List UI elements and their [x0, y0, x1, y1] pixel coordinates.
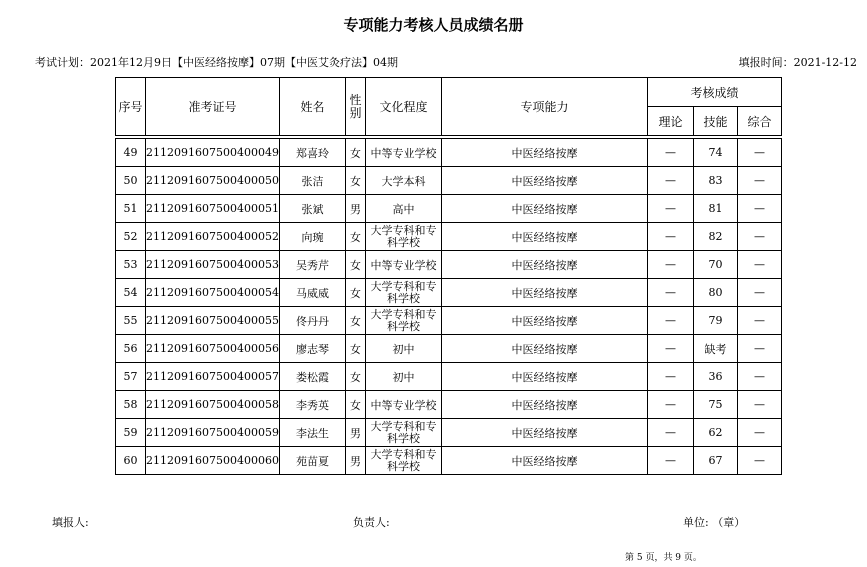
cell-theory: — [647, 363, 693, 391]
header-scores-group: 考核成绩 [647, 78, 781, 107]
cell-education: 大学本科 [365, 167, 441, 195]
cell-overall: — [737, 447, 781, 475]
table-row [116, 251, 782, 279]
cell-seq: 58 [116, 391, 146, 419]
cell-theory: — [647, 419, 693, 447]
cell-exam-no: 2112091607500400058 [146, 391, 280, 419]
cell-sex: 女 [345, 391, 365, 419]
cell-education: 大学专科和专科学校 [365, 419, 441, 447]
cell-overall: — [737, 251, 781, 279]
cell-name: 廖志琴 [279, 335, 345, 363]
cell-practice: 67 [693, 447, 737, 475]
cell-name: 佟丹丹 [279, 307, 345, 335]
cell-practice: 80 [693, 279, 737, 307]
cell-practice: 74 [693, 139, 737, 167]
cell-skill: 中医经络按摩 [441, 167, 647, 195]
cell-theory: — [647, 335, 693, 363]
cell-name: 马威威 [279, 279, 345, 307]
cell-sex: 女 [345, 279, 365, 307]
cell-overall: — [737, 391, 781, 419]
cell-sex: 女 [345, 251, 365, 279]
cell-education: 中等专业学校 [365, 391, 441, 419]
page-title: 专项能力考核人员成绩名册 [343, 16, 524, 34]
cell-overall: — [737, 307, 781, 335]
cell-education: 中等专业学校 [365, 251, 441, 279]
cell-skill: 中医经络按摩 [441, 195, 647, 223]
header-name: 姓名 [279, 78, 345, 136]
table-row [116, 195, 782, 223]
cell-practice: 79 [693, 307, 737, 335]
cell-practice: 75 [693, 391, 737, 419]
cell-name: 张斌 [279, 195, 345, 223]
cell-theory: — [647, 195, 693, 223]
cell-sex: 男 [345, 447, 365, 475]
cell-exam-no: 2112091607500400053 [146, 251, 280, 279]
header-skill: 专项能力 [441, 78, 647, 136]
cell-skill: 中医经络按摩 [441, 307, 647, 335]
header-practice: 技能 [693, 107, 737, 136]
cell-practice: 62 [693, 419, 737, 447]
header-exam-no: 准考证号 [146, 78, 280, 136]
cell-skill: 中医经络按摩 [441, 335, 647, 363]
cell-name: 张洁 [279, 167, 345, 195]
cell-education: 初中 [365, 335, 441, 363]
report-time-value: 2021-12-12 [793, 56, 857, 69]
cell-exam-no: 2112091607500400059 [146, 419, 280, 447]
cell-name: 吴秀芹 [279, 251, 345, 279]
cell-skill: 中医经络按摩 [441, 447, 647, 475]
table-row [116, 419, 782, 447]
cell-education: 大学专科和专科学校 [365, 307, 441, 335]
cell-skill: 中医经络按摩 [441, 223, 647, 251]
table-row [116, 335, 782, 363]
header-overall: 综合 [737, 107, 781, 136]
header-sex: 性别 [345, 78, 365, 136]
cell-overall: — [737, 419, 781, 447]
cell-seq: 52 [116, 223, 146, 251]
cell-exam-no: 2112091607500400056 [146, 335, 280, 363]
exam-plan [35, 54, 398, 70]
filler-label: 填报人: [52, 516, 89, 529]
table-row [116, 447, 782, 475]
cell-theory: — [647, 447, 693, 475]
unit-label: 单位: （章） [683, 516, 746, 529]
header-education: 文化程度 [365, 78, 441, 136]
cell-exam-no: 2112091607500400049 [146, 139, 280, 167]
table-row [116, 363, 782, 391]
table-row [116, 223, 782, 251]
header-theory: 理论 [647, 107, 693, 136]
cell-overall: — [737, 279, 781, 307]
cell-skill: 中医经络按摩 [441, 139, 647, 167]
cell-skill: 中医经络按摩 [441, 251, 647, 279]
cell-practice: 36 [693, 363, 737, 391]
report-time-label: 填报时间： [738, 56, 794, 69]
exam-plan-text: 2021年12月9日【中医经络按摩】07期【中医艾灸疗法】04期 [90, 56, 398, 69]
cell-name: 娄松霞 [279, 363, 345, 391]
cell-skill: 中医经络按摩 [441, 391, 647, 419]
cell-overall: — [737, 195, 781, 223]
cell-exam-no: 2112091607500400052 [146, 223, 280, 251]
cell-skill: 中医经络按摩 [441, 279, 647, 307]
cell-sex: 女 [345, 139, 365, 167]
cell-sex: 男 [345, 195, 365, 223]
table-row [116, 307, 782, 335]
cell-overall: — [737, 167, 781, 195]
cell-skill: 中医经络按摩 [441, 363, 647, 391]
cell-education: 大学专科和专科学校 [365, 447, 441, 475]
cell-seq: 53 [116, 251, 146, 279]
cell-practice: 81 [693, 195, 737, 223]
cell-name: 郑喜玲 [279, 139, 345, 167]
cell-practice: 83 [693, 167, 737, 195]
cell-exam-no: 2112091607500400055 [146, 307, 280, 335]
cell-seq: 60 [116, 447, 146, 475]
cell-name: 李秀英 [279, 391, 345, 419]
cell-theory: — [647, 279, 693, 307]
cell-exam-no: 2112091607500400050 [146, 167, 280, 195]
table-row [116, 167, 782, 195]
cell-overall: — [737, 335, 781, 363]
cell-overall: — [737, 139, 781, 167]
cell-education: 中等专业学校 [365, 139, 441, 167]
cell-practice: 缺考 [693, 335, 737, 363]
cell-sex: 女 [345, 363, 365, 391]
score-table [115, 77, 782, 475]
cell-seq: 51 [116, 195, 146, 223]
table-row [116, 279, 782, 307]
cell-sex: 女 [345, 223, 365, 251]
cell-skill: 中医经络按摩 [441, 419, 647, 447]
table-row [116, 391, 782, 419]
header-seq: 序号 [116, 78, 146, 136]
page-info: 第 5 页，共 9 页。 [625, 553, 702, 563]
cell-theory: — [647, 251, 693, 279]
cell-theory: — [647, 391, 693, 419]
cell-education: 大学专科和专科学校 [365, 279, 441, 307]
cell-seq: 49 [116, 139, 146, 167]
cell-education: 初中 [365, 363, 441, 391]
report-time [739, 54, 857, 70]
cell-seq: 50 [116, 167, 146, 195]
cell-theory: — [647, 139, 693, 167]
cell-sex: 女 [345, 167, 365, 195]
cell-exam-no: 2112091607500400057 [146, 363, 280, 391]
cell-seq: 54 [116, 279, 146, 307]
cell-seq: 57 [116, 363, 146, 391]
cell-exam-no: 2112091607500400054 [146, 279, 280, 307]
cell-sex: 女 [345, 335, 365, 363]
cell-exam-no: 2112091607500400051 [146, 195, 280, 223]
cell-theory: — [647, 167, 693, 195]
cell-overall: — [737, 363, 781, 391]
cell-sex: 男 [345, 419, 365, 447]
cell-seq: 55 [116, 307, 146, 335]
cell-theory: — [647, 223, 693, 251]
cell-overall: — [737, 223, 781, 251]
cell-education: 大学专科和专科学校 [365, 223, 441, 251]
cell-practice: 82 [693, 223, 737, 251]
cell-theory: — [647, 307, 693, 335]
principal-label: 负责人: [353, 516, 390, 529]
cell-exam-no: 2112091607500400060 [146, 447, 280, 475]
cell-name: 向琬 [279, 223, 345, 251]
cell-seq: 59 [116, 419, 146, 447]
cell-practice: 70 [693, 251, 737, 279]
table-row [116, 139, 782, 167]
cell-seq: 56 [116, 335, 146, 363]
exam-plan-label: 考试计划： [35, 56, 90, 69]
cell-sex: 女 [345, 307, 365, 335]
cell-name: 李法生 [279, 419, 345, 447]
cell-name: 苑苗夏 [279, 447, 345, 475]
cell-education: 高中 [365, 195, 441, 223]
